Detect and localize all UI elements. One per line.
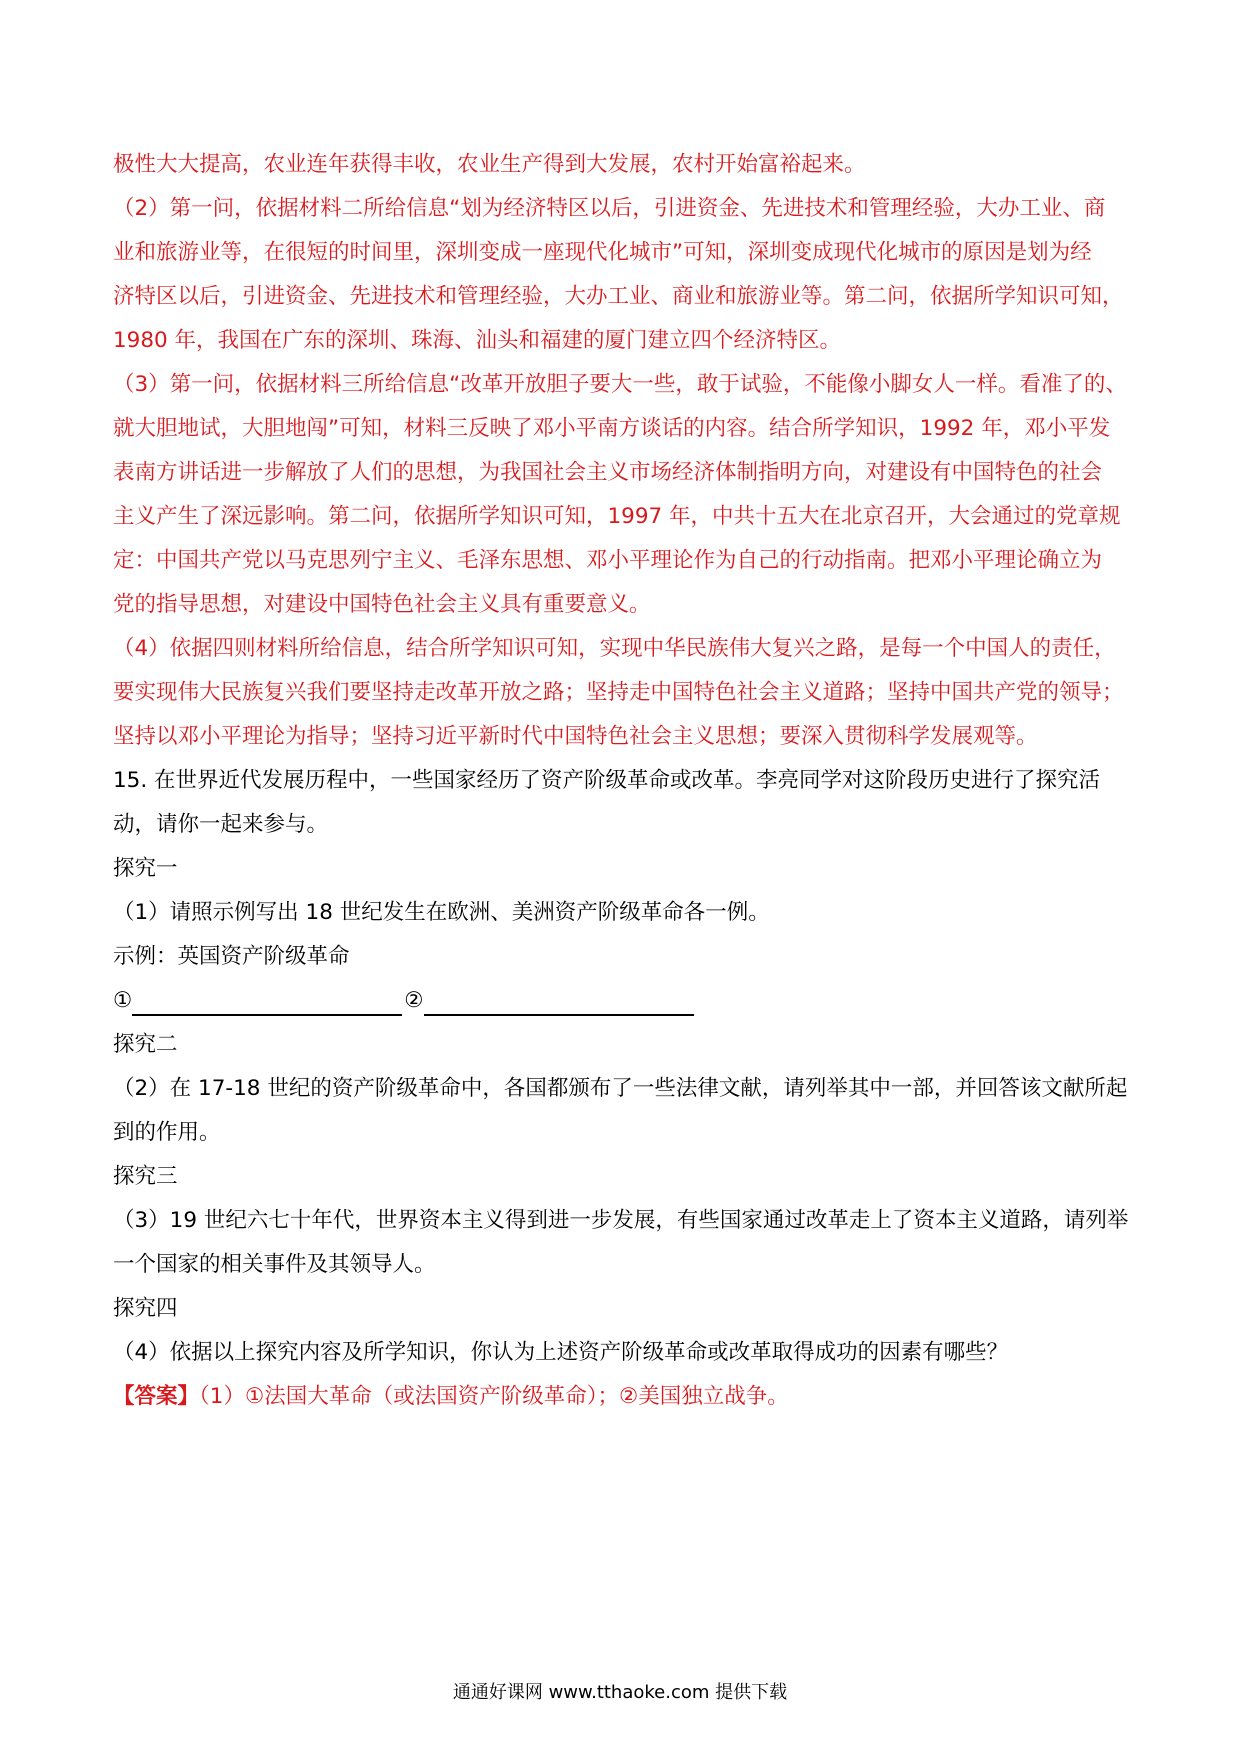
blank-marker: ① bbox=[113, 988, 133, 1013]
answer-line bbox=[113, 1382, 789, 1412]
answer-line: 1980 年，我国在广东的深圳、珠海、汕头和福建的厦门建立四个经济特区。 bbox=[113, 328, 842, 353]
question-intro: 15. 在世界近代发展历程中，一些国家经历了资产阶级革命或改革。李亮同学对这阶段历史进行了探究活 bbox=[113, 768, 1101, 793]
answer-blank[interactable] bbox=[132, 990, 402, 1016]
answer-line: 主义产生了深远影响。第二问，依据所学知识可知，1997 年，中共十五大在北京召开，大会通过的党章规 bbox=[113, 504, 1121, 529]
answer-line: 要实现伟大民族复兴我们要坚持走改革开放之路；坚持走中国特色社会主义道路；坚持中国共产党的领导； bbox=[113, 680, 1124, 705]
answer-line: 极性大大提高，农业连年获得丰收，农业生产得到大发展，农村开始富裕起来。 bbox=[113, 152, 866, 177]
blank-marker: ② bbox=[404, 988, 424, 1013]
answer-text: （1）①法国大革命（或法国资产阶级革命）；②美国独立战争。 bbox=[199, 1384, 789, 1409]
answer-line: （4）依据四则材料所给信息，结合所学知识可知，实现中华民族伟大复兴之路，是每一个中国人的责任， bbox=[113, 636, 1116, 661]
sub-question: 一个国家的相关事件及其领导人。 bbox=[113, 1252, 436, 1277]
sub-question: （3）19 世纪六七十年代，世界资本主义得到进一步发展，有些国家通过改革走上了资本主义道路，请列举 bbox=[113, 1208, 1129, 1233]
answer-blank[interactable] bbox=[424, 990, 694, 1016]
explore-heading: 探究三 bbox=[113, 1164, 178, 1189]
answer-blanks bbox=[113, 986, 696, 1016]
answer-tag: 【答案】 bbox=[113, 1384, 200, 1409]
sub-question: 到的作用。 bbox=[113, 1120, 221, 1145]
explore-heading: 探究四 bbox=[113, 1296, 178, 1321]
example-text: 示例：英国资产阶级革命 bbox=[113, 944, 350, 969]
sub-question: （2）在 17-18 世纪的资产阶级革命中，各国都颁布了一些法律文献，请列举其中一部，并回答该文献所起 bbox=[113, 1076, 1128, 1101]
sub-question: （4）依据以上探究内容及所学知识，你认为上述资产阶级革命或改革取得成功的因素有哪些？ bbox=[113, 1340, 1009, 1365]
explore-heading: 探究二 bbox=[113, 1032, 178, 1057]
answer-line: 济特区以后，引进资金、先进技术和管理经验，大办工业、商业和旅游业等。第二问，依据所学知识可知， bbox=[113, 284, 1124, 309]
answer-line: 表南方讲话进一步解放了人们的思想，为我国社会主义市场经济体制指明方向，对建设有中国特色的社会 bbox=[113, 460, 1103, 485]
answer-line: 坚持以邓小平理论为指导；坚持习近平新时代中国特色社会主义思想；要深入贯彻科学发展观等。 bbox=[113, 724, 1038, 749]
answer-line: 党的指导思想，对建设中国特色社会主义具有重要意义。 bbox=[113, 592, 651, 617]
answer-line: 定：中国共产党以马克思列宁主义、毛泽东思想、邓小平理论作为自己的行动指南。把邓小平理论确立为 bbox=[113, 548, 1103, 573]
explore-heading: 探究一 bbox=[113, 856, 178, 881]
question-intro: 动，请你一起来参与。 bbox=[113, 812, 329, 837]
answer-line: （3）第一问，依据材料三所给信息“改革开放胆子要大一些，敢于试验，不能像小脚女人一样。看准了的、 bbox=[113, 372, 1127, 397]
page-footer: 通通好课网 www.tthaoke.com 提供下载 bbox=[452, 1682, 788, 1703]
answer-line: 业和旅游业等，在很短的时间里，深圳变成一座现代化城市”可知，深圳变成现代化城市的原因是划为经 bbox=[113, 240, 1092, 265]
answer-line: （2）第一问，依据材料二所给信息“划为经济特区以后，引进资金、先进技术和管理经验，大办工业、商 bbox=[113, 196, 1106, 221]
sub-question: （1）请照示例写出 18 世纪发生在欧洲、美洲资产阶级革命各一例。 bbox=[113, 900, 770, 925]
answer-line: 就大胆地试，大胆地闯”可知，材料三反映了邓小平南方谈话的内容。结合所学知识，1992 年，邓小平发 bbox=[113, 416, 1111, 441]
